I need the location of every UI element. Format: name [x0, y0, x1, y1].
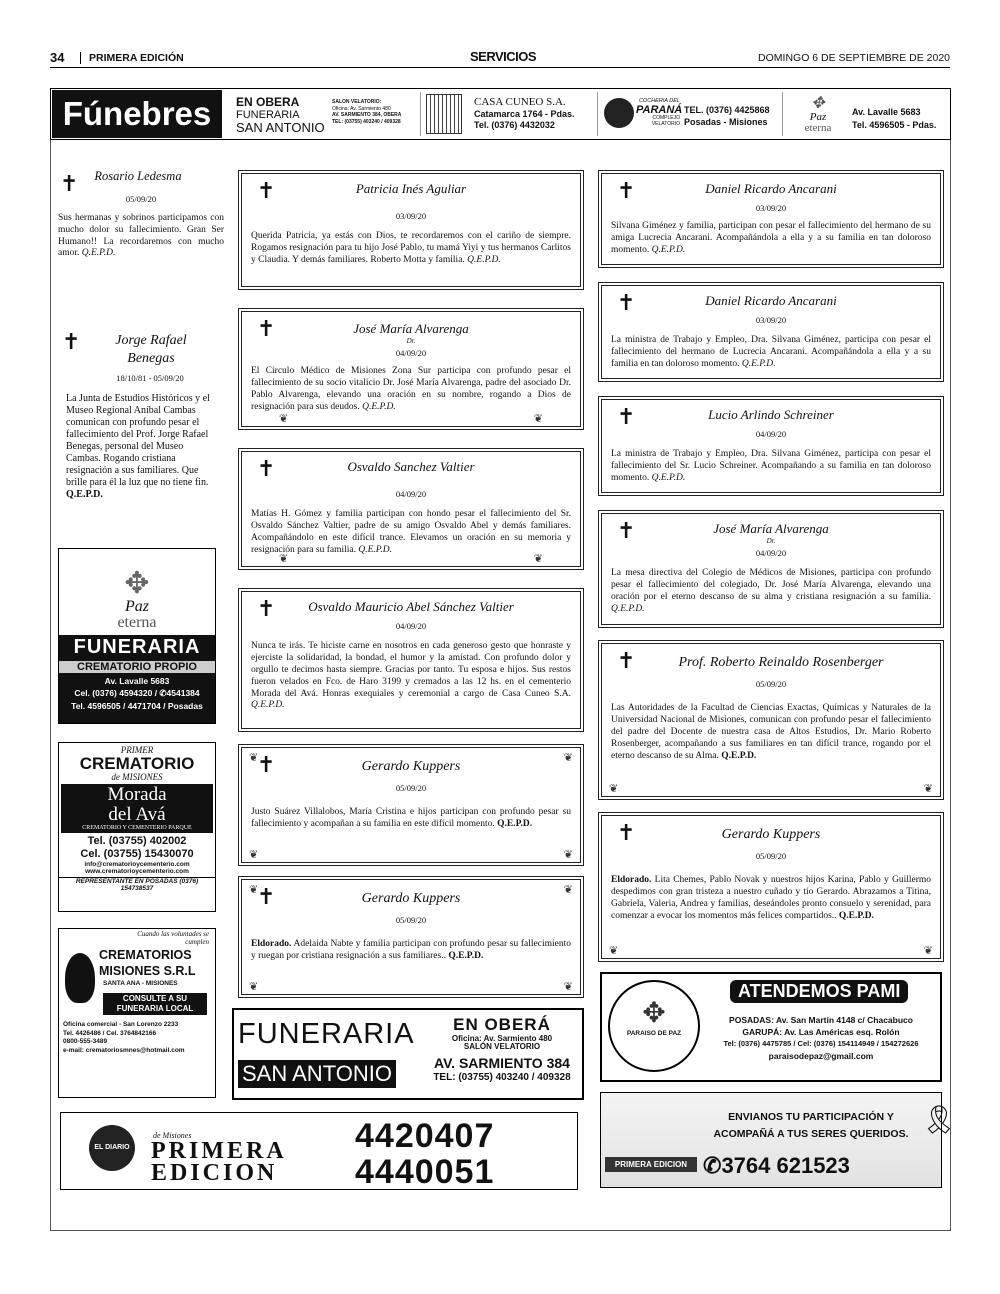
ad-crematorios-misiones	[58, 928, 216, 1098]
envio-phone: ✆3764 621523	[703, 1153, 850, 1178]
obit-name: Rosario Ledesma	[94, 169, 182, 183]
ornament-icon: ❦	[563, 848, 573, 861]
pa-line2: PARANÁ	[636, 104, 683, 117]
obit-date: 04/09/20	[755, 548, 787, 558]
obituary-daniel-ancarani-2	[598, 282, 944, 382]
obit-text: Querida Patricia, ya estás con Dios, te recordaremos con el cariño de siempre. Rogamos resignación para tu hijo José Pablo, tu mamá Yiyi y tus hermanos Carlitos y Claudia. Y demás familiares. Roberto Motta y familia. Q.E.P.D.	[251, 231, 571, 265]
ornament-icon: ❦	[249, 883, 259, 896]
morada-rep: REPRESENTANTE EN POSADAS (0376) 154738537	[59, 877, 215, 892]
obit-title: Dr.	[406, 337, 416, 345]
ornament-icon: ❦	[533, 412, 543, 425]
paz-sub: CREMATORIO PROPIO	[59, 661, 215, 673]
funebres-title: Fúnebres	[52, 90, 222, 138]
sanant-l7: TEL: (03755) 403240 / 409328	[433, 1071, 571, 1083]
cross-icon: ✝	[257, 457, 276, 482]
banner-parana	[636, 98, 683, 127]
obit-date: 05/09/20	[755, 851, 787, 861]
morada-web: www.crematorioycementerio.com	[85, 868, 189, 876]
banner-san-antonio	[236, 96, 328, 136]
ornament-icon: ❦	[609, 944, 619, 957]
obit-text: La ministra de Trabajo y Empleo, Dra. Silvana Giménez, participa con pesar el fallecimiento del Sr. Lucio Schreiner. Acompañando a su familia en tan doloroso momento. Q.E.P.D.	[611, 449, 931, 483]
obituary-gerardo-kuppers-3	[598, 812, 944, 962]
crem-l5: FUNERARIA LOCAL	[116, 1004, 194, 1014]
obit-date: 05/09/20	[755, 679, 787, 689]
ad-envianos-participacion	[600, 1092, 957, 1188]
ornament-icon: ❦	[563, 883, 573, 896]
morada-tel2: Cel. (03755) 15430070	[80, 848, 194, 861]
obit-text: La mesa directiva del Colegio de Médicos de Misiones, participa con profundo pesar el fallecimiento del colegiado, Dr. José María Alvarenga, elevando una oración por el eterno descanso de su alma y cristiana resignación a su familia. Q.E.P.D.	[611, 568, 931, 614]
page-number: 34	[50, 50, 65, 65]
casa-cuneo-logo-icon	[426, 94, 462, 134]
diario-l4: EDICION	[151, 1160, 278, 1186]
ornament-icon: ❦	[923, 944, 933, 957]
obit-text: Silvana Giménez y familia, participan con pesar el fallecimiento del hermano de su amiga Lucrecia Ancarani. Acompañándola a ella y a su familia en tan doloroso momento. Q.E.P.D.	[611, 221, 931, 255]
obit-name: Gerardo Kuppers	[361, 759, 461, 774]
sa-line3: SAN ANTONIO	[236, 120, 325, 136]
cross-icon: ✝	[617, 649, 636, 674]
obituary-osvaldo-mauricio-abel	[238, 588, 584, 732]
cc-name: CASA CUNEO S.A.	[474, 96, 566, 108]
obit-name: Osvaldo Sanchez Valtier	[347, 459, 475, 474]
crem-l0: Cuando las voluntades se cumplen	[137, 930, 209, 946]
flame-icon	[65, 953, 95, 1003]
banner-paz-eterna	[790, 96, 846, 134]
cross-icon: ✝	[62, 330, 81, 355]
dove-icon: ✥	[811, 95, 825, 112]
envio-l2: ACOMPAÑÁ A TUS SERES QUERIDOS.	[713, 1127, 909, 1140]
sa-info2: Oficina: Av. Sarmiento 480	[332, 105, 391, 112]
pa-phone: TEL. (0376) 4425868	[684, 105, 770, 115]
paz-l1: Paz	[125, 598, 149, 615]
banner-divider	[782, 92, 783, 136]
obit-text: Eldorado. Lita Chemes, Pablo Novak y nuestros hijos Karina, Pablo y Guillermo despedimos con gran tristeza a nuestro cuñado y tío Gerardo. Abrazamos a Titina, Gabriela, Valeria, Andrea y familias, deseándoles pronto consuelo y serenidad, para comenzar a evocar los momentos más felices compartidos.. Q.E.P.D.	[611, 875, 932, 921]
ornament-icon: ❦	[249, 848, 259, 861]
obit-text: Justo Suárez Villalobos, María Cristina e hijos participan con profundo pesar su fallecimiento y acompañan a su familia en este difícil momento. Q.E.P.D.	[251, 807, 571, 829]
obit-text: Matías H. Gómez y familia participan con hondo pesar el fallecimiento del Sr. Osvaldo Sánchez Valtier, padre de su amigo Osvaldo Abel y demás familiares. Acompañándolo en este difícil trance. Elevamos un oración en su memoria y resignación para su familia. Q.E.P.D.	[251, 509, 571, 555]
morada-l1: PRIMER	[120, 745, 154, 755]
cross-icon: ✝	[617, 291, 636, 316]
obit-name: Osvaldo Mauricio Abel Sánchez Valtier	[308, 599, 514, 614]
ornament-icon: ❦	[249, 980, 259, 993]
ornament-icon: ❦	[563, 751, 573, 764]
morada-l6: CREMATORIO Y CEMENTERIO PARQUE	[82, 824, 192, 831]
mourning-ribbon-icon: 🎗	[921, 1105, 957, 1136]
obit-text: Las Autoridades de la Facultad de Ciencias Exactas, Químicas y Naturales de la Universidad Nacional de Misiones, comunican con profundo pesar el fallecimiento del padre del Docente de nuestra casa de Altos Estudios, Dr. Mario Roberto Rosenberger, acompañando a sus familiares en tan difícil trance, rogando por el eterno descanso de su Alma. Q.E.P.D.	[611, 703, 931, 761]
pz-line2: eterna	[804, 122, 832, 134]
pa-location: Posadas - Misiones	[684, 117, 768, 128]
diario-phone1: 4420407	[355, 1117, 495, 1155]
publication-date: DOMINGO 6 DE SEPTIEMBRE DE 2020	[758, 52, 950, 64]
ornament-icon: ❦	[279, 552, 289, 565]
crem-l2: MISIONES S.R.L	[99, 964, 196, 978]
whatsapp-icon: ✆	[703, 1153, 722, 1178]
sanant-l6: AV. SARMIENTO 384	[434, 1055, 570, 1072]
cross-icon: ✝	[257, 179, 276, 204]
morada-mail: info@crematorioycementerio.com	[84, 861, 190, 869]
obituary-jose-maria-alvarenga-2	[598, 510, 944, 628]
obituary-lucio-schreiner	[598, 396, 944, 496]
obituary-osvaldo-sanchez-valtier	[238, 448, 584, 570]
pz-phone: Tel. 4596505 - Pdas.	[852, 119, 937, 130]
obit-name: Gerardo Kuppers	[721, 827, 821, 842]
obit-date: 04/09/20	[395, 348, 427, 358]
paz-logo	[59, 569, 215, 631]
obit-date: 05/09/20	[125, 193, 157, 204]
obit-name: Gerardo Kuppers	[361, 891, 461, 906]
dove-icon: ✥	[642, 998, 666, 1029]
banner-casa-cuneo	[474, 96, 594, 131]
envio-l1: ENVIANOS TU PARTICIPACIÓN Y	[728, 1111, 894, 1123]
ornament-icon: ❦	[249, 751, 259, 764]
obituary-gerardo-kuppers-1	[238, 744, 584, 866]
banner-divider	[420, 92, 421, 136]
cross-icon: ✝	[617, 519, 636, 544]
obit-name: Prof. Roberto Reinaldo Rosenberger	[678, 655, 884, 670]
obit-text: El Círculo Médico de Misiones Zona Sur participa con profundo pesar el fallecimiento de su socio vitalicio Dr. José María Alvarenga, padre del asociado Dr. Pablo Alvarenga, elevando una oración en su nombre, rogando a Dios de resignación para sus deudos. Q.E.P.D.	[251, 366, 571, 412]
crem-tel: Tel. 4426486 / Cel. 3764842166	[63, 1029, 157, 1037]
morada-l4: Morada	[107, 784, 167, 805]
sanant-l1: FUNERARIA	[238, 1018, 415, 1050]
obit-date: 05/09/20	[395, 915, 427, 925]
banner-divider	[597, 92, 598, 136]
paz-name: FUNERARIA	[73, 636, 201, 658]
ad-funeraria-san-antonio	[232, 1008, 584, 1100]
obituary-patricia-aguliar	[238, 170, 584, 290]
crem-phone: 0800-555-3489	[63, 1038, 108, 1046]
obit-date: 03/09/20	[395, 211, 427, 221]
banner-san-antonio-info	[332, 99, 416, 125]
obituary-daniel-ancarani-1	[598, 170, 944, 268]
crem-addr: Oficina comercial - San Lorenzo 2233	[63, 1021, 179, 1029]
ad-paraiso-de-paz	[600, 972, 942, 1082]
obit-date: 04/09/20	[395, 489, 427, 499]
cross-icon: ✝	[617, 821, 636, 846]
sa-info3: AV. SARMIENTO 384, OBERA	[332, 112, 402, 118]
edition-name: PRIMERA EDICIÓN	[80, 52, 184, 64]
pa-line1: COCHERIA DEL	[638, 98, 680, 104]
cross-icon: ✝	[257, 885, 276, 910]
cross-icon: ✝	[617, 179, 636, 204]
paz-tel2: Tel. 4596505 / 4471704 / Posadas	[71, 700, 203, 711]
sa-line2: FUNERARIA	[236, 109, 300, 122]
obit-name: Daniel Ricardo Ancarani	[705, 181, 837, 196]
diario-l2: de Misiones	[153, 1131, 192, 1140]
morada-l3: de MISIONES	[111, 772, 163, 782]
ad-paz-eterna	[58, 548, 216, 724]
obit-text: La ministra de Trabajo y Empleo, Dra. Silvana Giménez, participa con pesar el fallecimiento del hermano de Lucrecia Ancarani. Acompañándola a ella y a su familia en tan doloroso momento. Q.E.P.D.	[611, 335, 931, 369]
pami-l1: POSADAS: Av. San Martín 4148 c/ Chacabuco	[729, 1015, 913, 1025]
banner-parana-contact	[684, 104, 784, 128]
cross-icon: ✝	[257, 317, 276, 342]
dove-icon: ✥	[124, 567, 150, 600]
obituary-gerardo-kuppers-2	[238, 876, 584, 998]
obit-text: La Junta de Estudios Históricos y el Museo Regional Aníbal Cambas comunican con profundo pesar el fallecimiento del Prof. Jorge Rafael Benegas, personal del Museo Cambas. Rogando cristiana resignación a sus familiares. Que brille para él la luz que no tiene fin. Q.E.P.D.	[66, 393, 210, 500]
crem-l3: SANTA ANA - MISIONES	[103, 979, 178, 987]
envio-logo: PRIMERA EDICION	[605, 1157, 697, 1172]
cc-phone: Tel. (0376) 4432032	[474, 119, 555, 130]
obit-text: Eldorado. Adelaida Nabte y familia participan con profundo pesar su fallecimiento y ruegan por cristiana resignación a sus familiares.. Q.E.P.D.	[251, 939, 571, 961]
obituary-roberto-rosenberger	[598, 640, 944, 800]
obit-date: 18/10/81 - 05/09/20	[116, 373, 184, 383]
morada-tel1: Tel. (03755) 402002	[87, 834, 187, 847]
pami-l2: GARUPÁ: Av. Las Américas esq. Rolón	[742, 1027, 900, 1038]
pami-l4: paraisodepaz@gmail.com	[768, 1050, 874, 1061]
pami-l3: Tel: (0376) 4475785 / Cel: (0376) 154114949 / 154272626	[723, 1038, 919, 1048]
paz-l2: eterna	[117, 614, 157, 631]
obit-name: Daniel Ricardo Ancarani	[705, 293, 837, 308]
page-header	[50, 48, 950, 68]
ornament-icon: ❦	[923, 782, 933, 795]
obituary-jorge-benegas	[56, 332, 228, 501]
diario-logo: EL DIARIO	[89, 1125, 135, 1171]
sa-info4: TEL: (03755) 403240 / 409328	[332, 118, 401, 125]
obit-text: Sus hermanas y sobrinos participamos con mucho dolor su fallecimiento. Gran Ser Humano!! La recordaremos con mucho amor. Q.E.P.D.	[58, 212, 224, 259]
crem-l1: CREMATORIOS	[99, 948, 192, 963]
ad-primera-edicion-phones	[60, 1112, 578, 1190]
sanant-l2: SAN ANTONIO	[238, 1060, 396, 1088]
crem-l4: CONSULTE A SU	[122, 993, 188, 1003]
section-title: SERVICIOS	[470, 49, 537, 64]
pz-address: Av. Lavalle 5683	[852, 107, 921, 117]
diario-l3: PRIMERA	[151, 1138, 287, 1164]
ornament-icon: ❦	[279, 412, 289, 425]
obituary-rosario-ledesma	[58, 170, 224, 260]
cc-address: Catamarca 1764 - Pdas.	[474, 109, 575, 120]
ad-morada-del-ava	[58, 742, 216, 912]
obit-name: Patricia Inés Aguliar	[355, 181, 467, 196]
diario-phone2: 4440051	[355, 1152, 495, 1191]
banner-paz-contact	[852, 106, 948, 131]
crem-mail: e-mail: crematoriosmnes@hotmail.com	[63, 1046, 185, 1054]
pami-title: ATENDEMOS PAMI	[730, 980, 908, 1003]
paraiso-logo	[608, 980, 700, 1072]
obit-title: Dr.	[766, 537, 776, 545]
pz-line1: Paz	[809, 111, 827, 123]
paraiso-logo-text: PARAISO DE PAZ	[626, 1030, 682, 1037]
paz-tel1: Cel. (0376) 4594320 / ✆4541384	[74, 688, 200, 699]
cross-icon: ✝	[257, 753, 276, 778]
pa-line3: COMPLEJO VELATORIO	[651, 115, 680, 127]
obit-date: 04/09/20	[395, 621, 427, 631]
obit-name: Lucio Arlindo Schreiner	[708, 407, 834, 422]
morada-l2: CREMATORIO	[79, 754, 195, 773]
cross-icon: ✝	[257, 597, 276, 622]
cross-icon: ✝	[617, 405, 636, 430]
sanant-l4: Oficina: Av. Sarmiento 480	[451, 1033, 553, 1043]
obit-text: Nunca te irás. Te hiciste carne en nosotros en cada generoso gesto que honraste y ejerciste la solidaridad, la bondad, el humor y la amistad. Con profundo dolor y orgullo te decimos hasta siempre. Gracias por tanto. Tu esposa e hijos. Sus restos fueron velados en Fco. de Haro 3199 y cremados a las 12 hs. en el cementerio Morada del Avá. Honras exequiales y ceremonial a cargo de Casa Cuneo S.A. Q.E.P.D.	[251, 641, 571, 711]
obituary-jose-maria-alvarenga-1	[238, 308, 584, 430]
sanant-l3: EN OBERÁ	[453, 1015, 551, 1034]
cross-icon: ✝	[60, 172, 79, 197]
obit-name: José María Alvarenga	[713, 521, 829, 536]
obit-name: José María Alvarenga	[353, 321, 469, 336]
obit-date: 03/09/20	[755, 203, 787, 213]
sa-line1: EN OBERA	[236, 95, 300, 109]
ornament-icon: ❦	[533, 552, 543, 565]
obit-date: 03/09/20	[755, 315, 787, 325]
sanant-l5: SALÓN VELATORIO	[463, 1042, 541, 1052]
ornament-icon: ❦	[609, 782, 619, 795]
parana-logo-icon	[604, 98, 634, 128]
obit-name: Jorge Rafael Benegas	[115, 333, 187, 366]
obit-date: 05/09/20	[395, 783, 427, 793]
obit-date: 04/09/20	[755, 429, 787, 439]
ornament-icon: ❦	[563, 980, 573, 993]
morada-l5: del Avá	[108, 803, 166, 825]
sa-info1: SALON VELATORIO:	[332, 99, 382, 105]
paz-addr: Av. Lavalle 5683	[104, 676, 170, 686]
